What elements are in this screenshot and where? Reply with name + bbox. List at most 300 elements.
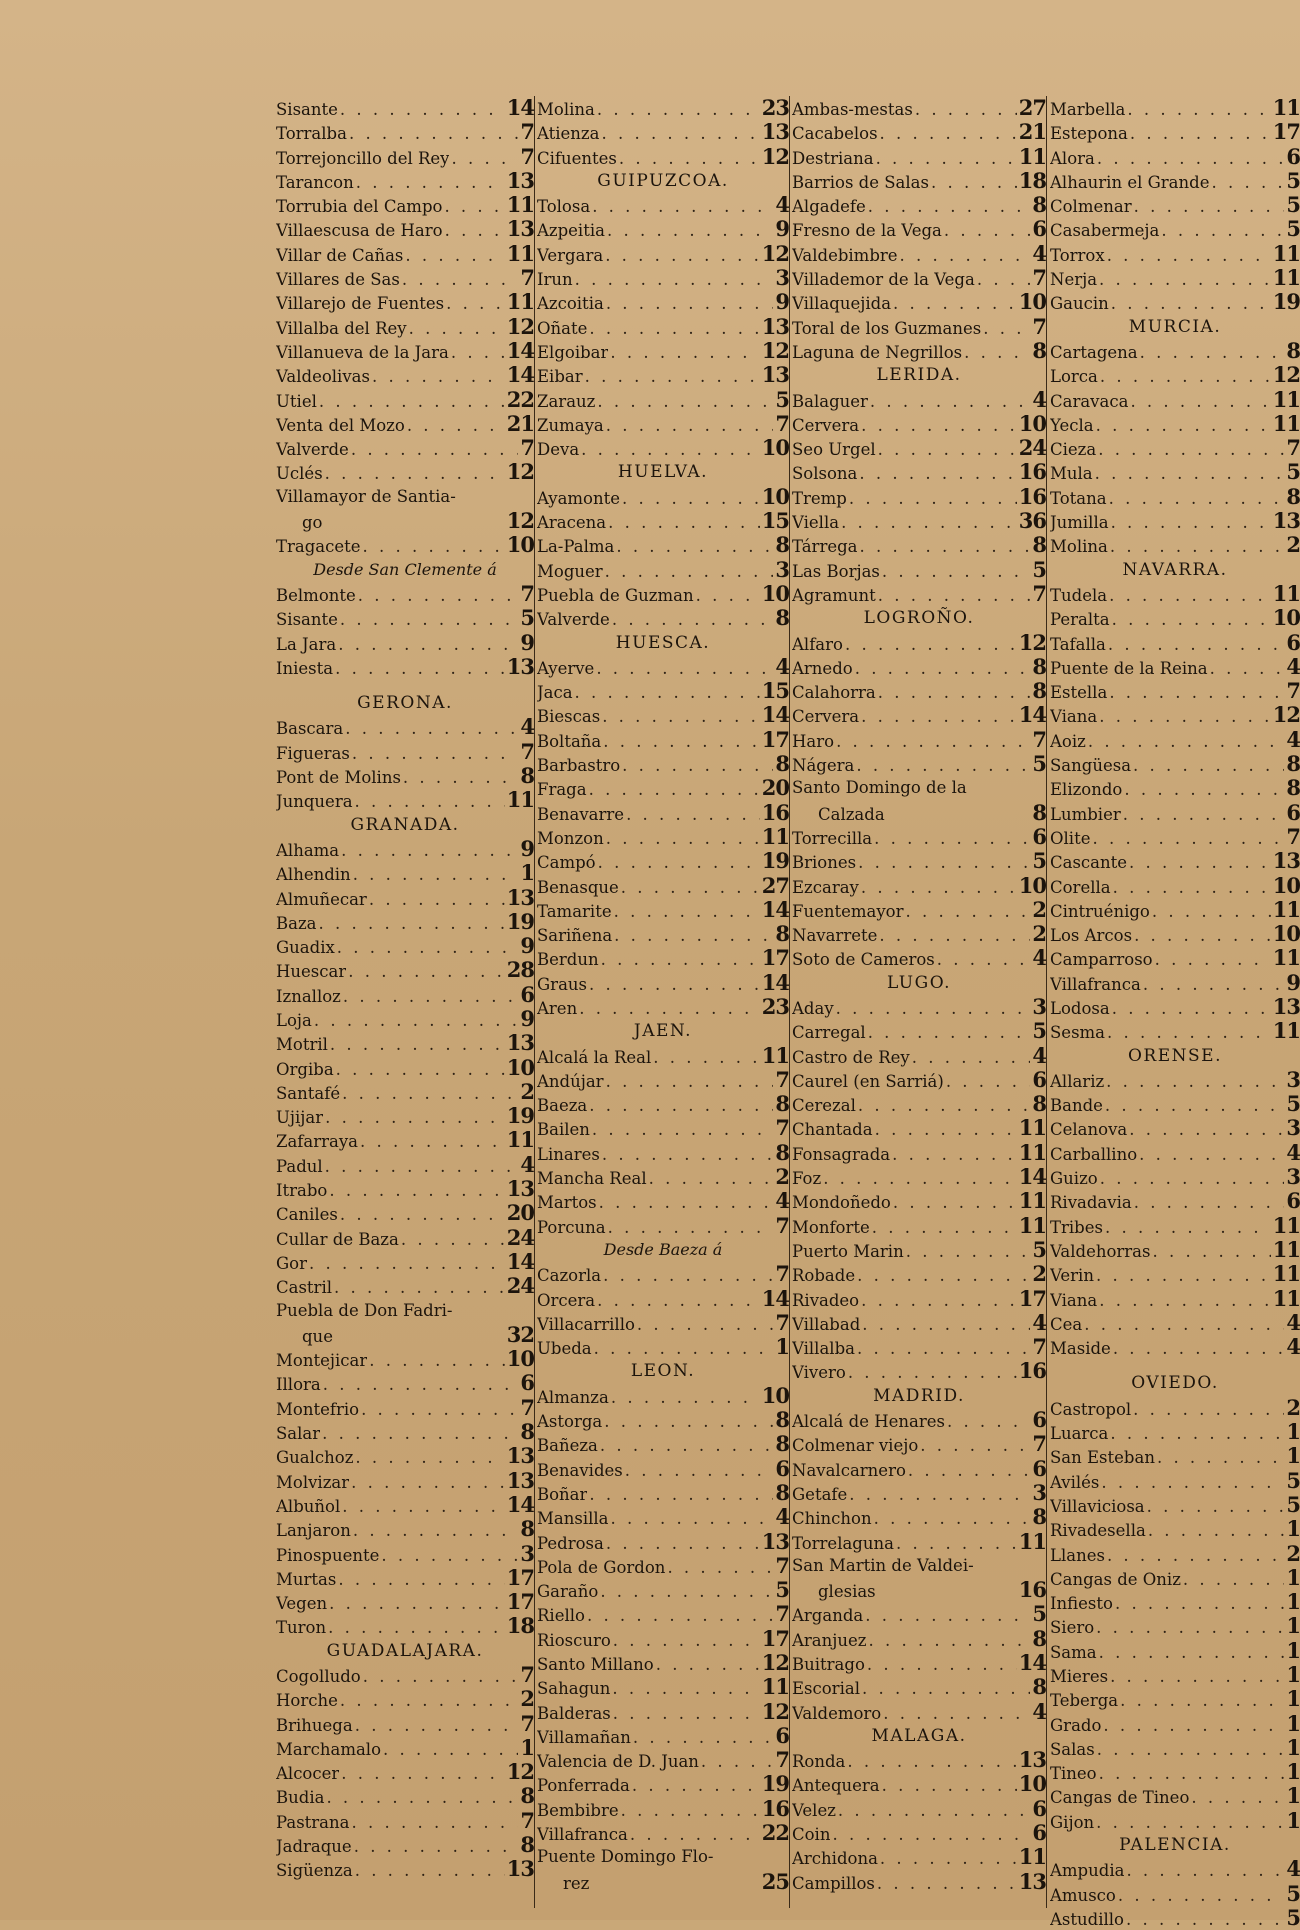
table-row [276, 910, 534, 934]
dot-leader [348, 960, 505, 982]
distance-value: 7 [775, 1748, 789, 1773]
distance-value: 11 [1272, 1237, 1300, 1262]
table-row [537, 1432, 789, 1456]
distance-value: 1 [1286, 1444, 1300, 1469]
place-name: Barbastro [537, 756, 621, 776]
table-row [792, 339, 1046, 363]
dot-leader [879, 924, 1030, 946]
dot-leader [836, 730, 1030, 752]
dot-leader [592, 1118, 773, 1140]
table-row [276, 1493, 534, 1517]
distance-value: 13 [506, 1444, 534, 1469]
distance-value: 7 [520, 581, 534, 606]
distance-value: 7 [775, 1602, 789, 1627]
dot-leader [342, 1082, 518, 1104]
place-name: Horche [276, 1691, 338, 1711]
table-row [537, 315, 789, 339]
dot-leader [606, 414, 774, 436]
distance-value: 8 [1032, 338, 1046, 363]
table-row [276, 958, 534, 982]
table-row [792, 1408, 1046, 1432]
column-3 [792, 96, 1047, 1908]
place-name: Fresno de la Vega [792, 221, 942, 241]
table-row [537, 1602, 789, 1626]
table-row [1050, 1165, 1300, 1189]
dot-leader [861, 705, 1017, 727]
distance-value: 1 [1286, 1735, 1300, 1760]
place-name: Sigüenza [276, 1861, 353, 1881]
distance-value: 7 [520, 144, 534, 169]
place-name: Solsona [792, 464, 858, 484]
place-name: Mansilla [537, 1509, 609, 1529]
distance-value: 3 [1032, 994, 1046, 1019]
dot-leader [622, 754, 773, 776]
place-name: Lorca [1050, 367, 1098, 387]
distance-value: 8 [775, 1480, 789, 1505]
distance-value: 12 [761, 1699, 789, 1724]
dot-leader [836, 997, 1031, 1019]
distance-value: 13 [1018, 1869, 1046, 1894]
distance-value: 20 [761, 776, 789, 801]
table-row [792, 898, 1046, 922]
place-name: Archidona [792, 1849, 878, 1869]
dot-leader [575, 268, 774, 290]
distance-value: 4 [1032, 241, 1046, 266]
distance-value: 14 [506, 1249, 534, 1274]
dot-leader [363, 535, 505, 557]
table-row [276, 740, 534, 764]
place-name: go [302, 513, 323, 533]
place-name: Montefrio [276, 1399, 360, 1419]
dot-leader [877, 1872, 1017, 1894]
dot-leader [328, 1616, 505, 1638]
table-row [792, 825, 1046, 849]
table-row [792, 1870, 1046, 1894]
distance-value: 19 [1272, 290, 1300, 315]
table-row [1050, 1141, 1300, 1165]
place-name: Villamañan [537, 1727, 631, 1747]
place-name: Puebla de Don Fadri- [276, 1300, 453, 1320]
place-name: Llanes [1050, 1545, 1105, 1565]
distance-value: 4 [1032, 387, 1046, 412]
place-name: Villarejo de Fuentes [276, 294, 445, 314]
dot-leader [1084, 1313, 1284, 1335]
distance-value: 16 [1018, 484, 1046, 509]
province-heading: MALAGA. [871, 1725, 967, 1746]
dot-leader [860, 535, 1031, 557]
dot-leader [613, 1629, 760, 1651]
distance-value: 3 [520, 1541, 534, 1566]
distance-value: 13 [506, 168, 534, 193]
table-row [792, 946, 1046, 970]
place-name: Baeza [537, 1096, 588, 1116]
dot-leader [349, 122, 518, 144]
dot-leader [1112, 997, 1271, 1019]
distance-value: 11 [1272, 1286, 1300, 1311]
place-name: San Esteban [1050, 1448, 1155, 1468]
table-row [792, 728, 1046, 752]
table-row [276, 1687, 534, 1711]
dot-leader [892, 1143, 1017, 1165]
table-row [276, 485, 534, 509]
table-row [792, 1019, 1046, 1043]
place-name: Tafalla [1050, 634, 1106, 654]
place-name: Alhaurin el Grande [1050, 172, 1210, 192]
place-name: Sama [1050, 1642, 1097, 1662]
distance-value: 16 [1018, 1578, 1046, 1603]
distance-value: 1 [1286, 1663, 1300, 1687]
distance-value: 8 [1032, 533, 1046, 558]
table-row [792, 1457, 1046, 1481]
dot-leader [1191, 1786, 1284, 1808]
place-name: Lanjaron [276, 1521, 351, 1541]
dot-leader [625, 1459, 774, 1481]
dot-leader [337, 936, 519, 958]
table-row [792, 1651, 1046, 1675]
table-row [1050, 1116, 1300, 1140]
place-name: Cullar de Baza [276, 1229, 399, 1249]
dot-leader [1099, 1641, 1285, 1663]
place-name: Azpeitia [537, 221, 605, 241]
table-row [1050, 120, 1300, 144]
table-row [1050, 946, 1300, 970]
table-row [1050, 1857, 1300, 1881]
place-name: Tineo [1050, 1764, 1097, 1784]
place-name: Cieza [1050, 440, 1097, 460]
table-row [537, 1189, 789, 1213]
distance-value: 9 [775, 290, 789, 315]
place-name: Villaviciosa [1050, 1496, 1145, 1516]
dot-leader [1105, 1216, 1271, 1238]
place-name: Villafranca [1050, 974, 1141, 994]
table-row [1050, 1712, 1300, 1736]
distance-value: 9 [520, 630, 534, 655]
place-name: Ubeda [537, 1339, 592, 1359]
place-name: Orgiba [276, 1059, 334, 1079]
dot-leader [611, 1386, 760, 1408]
table-row [1050, 1420, 1300, 1444]
place-name: Andújar [537, 1071, 604, 1091]
dot-leader [336, 1058, 505, 1080]
dot-leader [403, 766, 518, 788]
table-row [1050, 1214, 1300, 1238]
place-name: Sisante [276, 610, 338, 630]
table-row [792, 533, 1046, 557]
distance-value: 5 [1286, 1092, 1300, 1117]
table-row [276, 1250, 534, 1274]
dot-leader [1115, 1592, 1284, 1614]
distance-value: 10 [761, 581, 789, 606]
distance-value: 9 [520, 1006, 534, 1031]
dot-leader [606, 292, 774, 314]
place-name: Zumaya [537, 415, 604, 435]
distance-value: 14 [761, 970, 789, 995]
place-name: Cervera [792, 707, 860, 727]
dot-leader [858, 851, 1030, 873]
place-name: Ezcaray [792, 877, 859, 897]
distance-value: 14 [506, 363, 534, 388]
table-row [1050, 801, 1300, 825]
place-name: Cangas de Tineo [1050, 1788, 1190, 1808]
table-row [1050, 1736, 1300, 1760]
table-row [537, 1092, 789, 1116]
distance-value: 7 [520, 1808, 534, 1833]
table-row [537, 1311, 789, 1335]
table-row [276, 1420, 534, 1444]
distance-value: 5 [1286, 217, 1300, 242]
dot-leader [603, 1264, 773, 1286]
distance-value: 6 [1032, 1456, 1046, 1481]
dot-leader [369, 888, 505, 910]
table-row [537, 1116, 789, 1140]
place-name: Moguer [537, 561, 603, 581]
table-row [792, 752, 1046, 776]
dot-leader [323, 1373, 519, 1395]
distance-value: 21 [1018, 120, 1046, 145]
table-row [537, 655, 789, 679]
distance-value: 6 [1286, 800, 1300, 825]
table-row [276, 1784, 534, 1808]
table-row [537, 1165, 789, 1189]
distance-value: 8 [775, 606, 789, 631]
dot-leader [622, 487, 760, 509]
table-row [792, 436, 1046, 460]
table-row [276, 1663, 534, 1687]
dot-leader [355, 1859, 505, 1881]
dot-leader [451, 147, 518, 169]
table-row [276, 1712, 534, 1736]
dot-leader [340, 608, 518, 630]
dot-leader [1107, 244, 1271, 266]
place-name: Valdeolivas [276, 367, 370, 387]
distance-value: 10 [506, 1055, 534, 1080]
table-row [537, 266, 789, 290]
table-row [792, 290, 1046, 314]
place-name: Tamarite [537, 901, 612, 921]
table-row [792, 1505, 1046, 1529]
dot-leader [597, 1289, 760, 1311]
place-name: Alfaro [792, 634, 843, 654]
distance-value: 11 [506, 290, 534, 315]
dot-leader [383, 1738, 518, 1760]
distance-value: 21 [506, 411, 534, 436]
dot-leader [1118, 1884, 1285, 1906]
dot-leader [341, 839, 518, 861]
place-name: Tragacete [276, 537, 361, 557]
dot-leader [356, 171, 505, 193]
place-name: Puebla de Guzman [537, 585, 694, 605]
place-name: Zafarraya [276, 1132, 359, 1152]
dot-leader [589, 778, 760, 800]
distance-value: 15 [761, 679, 789, 704]
distance-value: 7 [1032, 727, 1046, 752]
place-name: Torrubia del Campo [276, 197, 443, 217]
dot-leader [355, 790, 505, 812]
table-row [1050, 971, 1300, 995]
table-row [792, 266, 1046, 290]
table-row [537, 703, 789, 727]
distance-value: 5 [1032, 1602, 1046, 1627]
table-row [276, 1736, 534, 1760]
table-row [1050, 849, 1300, 873]
place-name: Murtas [276, 1569, 337, 1589]
place-name: Venta del Mozo [276, 415, 405, 435]
dot-leader [633, 1726, 774, 1748]
dot-leader [845, 633, 1017, 655]
table-row [792, 558, 1046, 582]
place-name: Mondoñedo [792, 1193, 891, 1213]
place-name: Molvizar [276, 1472, 350, 1492]
distance-value: 16 [761, 800, 789, 825]
table-row [276, 1444, 534, 1468]
place-name: Torrox [1050, 245, 1105, 265]
table-row [537, 1845, 789, 1869]
distance-value: 1 [1286, 1638, 1300, 1663]
dot-leader [355, 1446, 504, 1468]
table-row [792, 582, 1046, 606]
distance-value: 5 [1032, 1237, 1046, 1262]
table-row [537, 728, 789, 752]
place-name: Campillos [792, 1873, 875, 1893]
dot-leader [1096, 1616, 1284, 1638]
dot-leader [589, 1483, 773, 1505]
distance-value: 8 [1032, 800, 1046, 825]
place-name: Valverde [537, 610, 610, 630]
place-name: Las Borjas [792, 561, 880, 581]
distance-value: 14 [761, 897, 789, 922]
dot-leader [1106, 1070, 1284, 1092]
place-name: Monforte [792, 1217, 870, 1237]
place-name: Oñate [537, 318, 588, 338]
table-row [276, 1128, 534, 1152]
dot-leader [1097, 1738, 1285, 1760]
place-name: Valdemoro [792, 1703, 882, 1723]
place-name: Mancha Real [537, 1169, 647, 1189]
distance-value: 23 [761, 994, 789, 1019]
table-row [792, 1262, 1046, 1286]
place-name: Villalba [792, 1339, 855, 1359]
table-row [537, 1627, 789, 1651]
place-name: Biescas [537, 707, 601, 727]
distance-value: 13 [506, 1857, 534, 1882]
dot-leader [838, 1799, 1030, 1821]
dot-leader [338, 1568, 504, 1590]
table-row [537, 388, 789, 412]
province-heading: GUIPUZCOA. [597, 170, 729, 191]
distance-value: 13 [761, 363, 789, 388]
table-row [276, 363, 534, 387]
place-name: Castril [276, 1278, 333, 1298]
place-name: Peralta [1050, 610, 1110, 630]
place-name: Tribes [1050, 1217, 1103, 1237]
table-row [537, 485, 789, 509]
column-1 [276, 96, 535, 1908]
place-name: que [302, 1326, 333, 1346]
dot-leader [614, 900, 760, 922]
table-row [792, 1092, 1046, 1116]
distance-value: 8 [1032, 1505, 1046, 1530]
dot-leader [880, 122, 1017, 144]
table-row [276, 217, 534, 241]
distance-value: 12 [761, 241, 789, 266]
table-row [537, 679, 789, 703]
place-name: Totana [1050, 488, 1107, 508]
distance-value: 6 [1032, 1821, 1046, 1846]
dot-leader [1088, 730, 1285, 752]
distance-value: 14 [761, 1286, 789, 1311]
place-name: Monzon [537, 828, 604, 848]
place-name: Jumilla [1050, 513, 1109, 533]
dot-leader [1100, 1167, 1285, 1189]
dot-leader [868, 195, 1031, 217]
distance-value: 9 [520, 836, 534, 861]
place-name: Chantada [792, 1120, 873, 1140]
dot-leader [1113, 876, 1271, 898]
dot-leader [1095, 462, 1285, 484]
distance-value: 19 [761, 849, 789, 874]
distance-value: 3 [1032, 1480, 1046, 1505]
dot-leader [893, 292, 1017, 314]
table-row [276, 1201, 534, 1225]
table-row [792, 120, 1046, 144]
place-name: Alhama [276, 840, 340, 860]
table-row [792, 1238, 1046, 1262]
place-name: Guizo [1050, 1169, 1098, 1189]
place-name: Padul [276, 1156, 323, 1176]
dot-leader [832, 1823, 1030, 1845]
dot-leader [596, 657, 773, 679]
place-name: Viana [1050, 1290, 1098, 1310]
place-name: Velez [792, 1800, 836, 1820]
place-name: Alhendin [276, 865, 351, 885]
place-name: Verin [1050, 1266, 1094, 1286]
table-row [1050, 1590, 1300, 1614]
table-row [276, 533, 534, 557]
distance-value: 7 [520, 120, 534, 145]
dot-leader [1100, 365, 1271, 387]
table-row [537, 509, 789, 533]
table-row [792, 849, 1046, 873]
dot-leader [1161, 219, 1284, 241]
distance-value: 3 [1286, 1067, 1300, 1092]
distance-value: 4 [1286, 1140, 1300, 1165]
place-name: Tremp [792, 488, 847, 508]
place-name: Tudela [1050, 585, 1108, 605]
dot-leader [1123, 803, 1285, 825]
distance-value: 12 [761, 1651, 789, 1675]
place-name: Allariz [1050, 1071, 1105, 1091]
place-name: Arganda [792, 1606, 864, 1626]
dot-leader [1099, 1289, 1271, 1311]
distance-value: 10 [1018, 1772, 1046, 1797]
place-name: Uclés [276, 464, 323, 484]
dot-leader [931, 171, 1017, 193]
distance-value: 1 [1286, 1711, 1300, 1736]
table-row [1050, 1614, 1300, 1638]
place-name: Cervera [792, 415, 860, 435]
place-name: Utiel [276, 391, 317, 411]
place-name: Sisante [276, 100, 338, 119]
table-row [276, 1566, 534, 1590]
table-row [1050, 1566, 1300, 1590]
distance-value: 6 [1032, 824, 1046, 849]
dot-leader [326, 1786, 518, 1808]
place-name: Maside [1050, 1339, 1111, 1359]
place-name: Gaucin [1050, 294, 1109, 314]
distance-value: 11 [506, 193, 534, 218]
table-row [537, 1578, 789, 1602]
distance-value: 5 [1286, 460, 1300, 485]
